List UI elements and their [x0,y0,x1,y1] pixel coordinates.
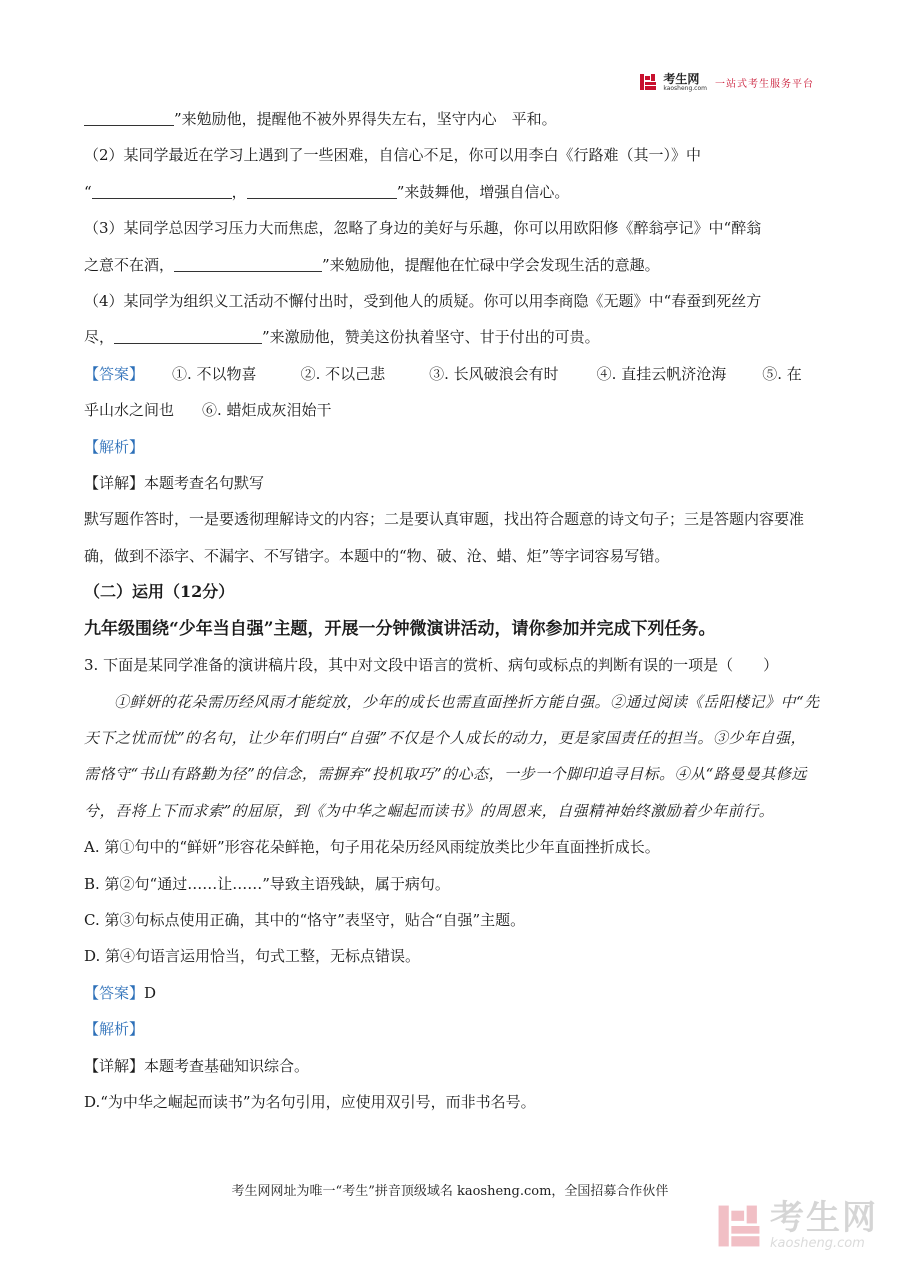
option-b: B. 第②句“通过……让……”导致主语残缺，属于病句。 [84,874,450,893]
analysis-body: 默写题作答时，一是要透彻理解诗文的内容；二是要认真审题，找出符合题意的诗文句子；三是答题内容要准确，做到不添字、不漏字、不写错字。本题中的“物、破、沧、蜡、炬”等字词容易写错。 [84,510,805,565]
blank [114,325,262,344]
watermark-name: 考生网 [770,1198,878,1238]
detail-line: 【详解】本题考查基础知识综合。 [84,1056,310,1075]
option-d: D. 第④句语言运用恰当，句式工整，无标点错误。 [84,947,421,966]
answer-1-line-2: 乎山水之间也 ⑥. 蜡炬成灰泪始干 [84,401,332,420]
line-4: （3）某同学总因学习压力大而焦虑，忽略了身边的美好与乐趣，你可以用欧阳修《醉翁亭记》中“醉翁 [84,219,762,238]
blank [84,107,174,126]
document-body [84,101,821,1120]
line-5: 之意不在酒， ”来勉励他，提醒他在忙碌中学会发现生活的意趣。 [84,247,821,283]
blank [92,180,232,199]
kaosheng-watermark-icon [716,1203,762,1249]
option-a: A. 第①句中的“鲜妍”形容花朵鲜艳，句子用花朵历经风雨绽放类比少年直面挫折成长。 [84,838,660,857]
blank [174,253,322,272]
analysis-tag: 【解析】 [84,437,145,456]
answer-value: D [144,983,157,1002]
line-3: “ ， ”来鼓舞他，增强自信心。 [84,174,821,210]
blank [247,180,397,199]
question-3-stem: 3. 下面是某同学准备的演讲稿片段，其中对文段中语言的赏析、病句或标点的判断有误的一项是（ ） [84,656,779,675]
watermark [716,1198,878,1251]
line-6: （4）某同学为组织义工活动不懈付出时，受到他人的质疑。你可以用李商隐《无题》中“春蚕到死丝方 [84,292,762,311]
line-2: （2）某同学最近在学习上遇到了一些困难，自信心不足，你可以用李白《行路难（其一）》中 [84,146,702,165]
kaosheng-logo-icon [639,73,657,91]
question-3-passage: ①鲜妍的花朵需历经风雨才能绽放，少年的成长也需直面挫折方能自强。②通过阅读《岳阳楼记》中“先天下之忧而忧”的名句，让少年们明白“自强”不仅是个人成长的动力，更是家国责任的担当。③少年自强，需恪守“书山有路勤为径”的信念，需摒弃“投机取巧”的心态，一步一个脚印追寻目标。④从“路曼曼其修远兮，吾将上下而求索”的屈原，到《为中华之崛起而读书》的周恩来，自强精神始终激励着少年前行。 [84,692,820,820]
answer-tag: 【答案】 [84,364,145,383]
line-1: ”来勉励他，提醒他不被外界得失左右，坚守内心 平和。 [84,101,821,137]
watermark-domain: kaosheng.com [770,1236,865,1251]
answer-tag: 【答案】 [84,983,145,1002]
analysis-tag: 【解析】 [84,1020,145,1039]
answer-1-line: 【答案】 ①. 不以物喜 ②. 不以己悲 ③. 长风破浪会有时 ④. 直挂云帆济沧海 ⑤. 在 [84,364,802,383]
option-c: C. 第③句标点使用正确，其中的“恪守”表坚守，贴合“自强”主题。 [84,910,526,929]
footer-text: 考生网网址为唯一“考生”拼音顶级域名 kaosheng.com，全国招募合作伙伴 [231,1184,669,1199]
section-title: （二）运用（12分） [84,582,235,602]
section-theme: 九年级围绕“少年当自强”主题，开展一分钟微演讲活动，请你参加并完成下列任务。 [84,618,716,639]
analysis-body: D.“为中华之崛起而读书”为名句引用，应使用双引号，而非书名号。 [84,1092,536,1111]
logo-domain: kaosheng.com [663,84,707,92]
logo-name: 考生网 [663,71,700,86]
line-7: 尽， ”来激励他，赞美这份执着坚守、甘于付出的可贵。 [84,319,821,355]
header-logo[interactable] [639,71,814,93]
answer-3-line [84,975,821,1011]
logo-slogan: 一站式考生服务平台 [715,78,814,90]
detail-line: 【详解】本题考查名句默写 [84,474,265,493]
